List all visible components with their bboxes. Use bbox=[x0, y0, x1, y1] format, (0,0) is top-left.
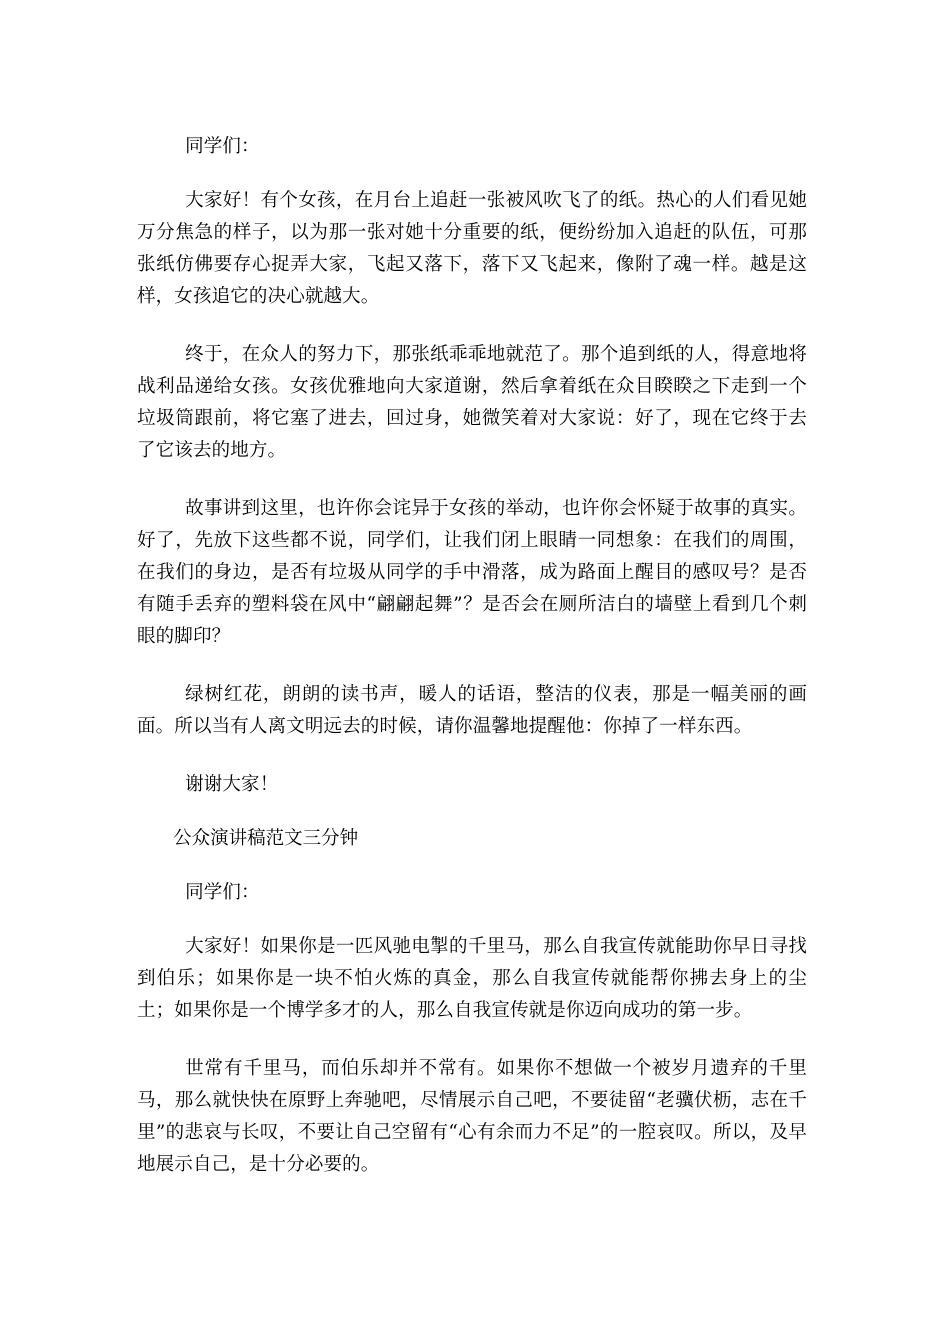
paragraph-2: 终于，在众人的努力下，那张纸乖乖地就范了。那个追到纸的人，得意地将战利品递给女孩。女孩优雅地向大家道谢，然后拿着纸在众目睽睽之下走到一个垃圾筒跟前，将它塞了进去，回过身，她微笑着对大家说：好了，现在它终于去了它该去的地方。 bbox=[137, 344, 807, 461]
paragraph-5: 大家好！如果你是一匹风驰电掣的千里马，那么自我宣传就能助你早日寻找到伯乐；如果你是一块不怕火炼的真金，那么自我宣传就能帮你拂去身上的尘土；如果你是一个博学多才的人，那么自我宣传就是你迈向成功的第一步。 bbox=[137, 936, 807, 1021]
salutation: 同学们： bbox=[185, 136, 260, 157]
closing: 谢谢大家！ bbox=[185, 774, 279, 795]
paragraph-3: 故事讲到这里，也许你会诧异于女孩的举动，也许你会怀疑于故事的真实。好了，先放下这些都不说，同学们，让我们闭上眼睛一同想象：在我们的周围，在我们的身边，是否有垃圾从同学的手中滑落，成为路面上醒目的感叹号？是否有随手丢弃的塑料袋在风中“翩翩起舞”？是否会在厕所洁白的墙壁上看到几个刺眼的脚印？ bbox=[137, 498, 807, 647]
salutation-2: 同学们： bbox=[185, 882, 260, 903]
section-title: 公众演讲稿范文三分钟 bbox=[173, 828, 359, 849]
paragraph-1: 大家好！有个女孩，在月台上追赶一张被风吹飞了的纸。热心的人们看见她万分焦急的样子，以为那一张对她十分重要的纸，便纷纷加入追赶的队伍，可那张纸仿佛要存心捉弄大家，飞起又落下，落下又飞起来，像附了魂一样。越是这样，女孩追它的决心就越大。 bbox=[137, 190, 807, 307]
paragraph-6: 世常有千里马，而伯乐却并不常有。如果你不想做一个被岁月遗弃的千里马，那么就快快在原野上奔驰吧，尽情展示自己吧，不要徒留“老骥伏枥，志在千里”的悲哀与长叹，不要让自己空留有“心有余而力不足”的一腔哀叹。所以，及早地展示自己，是十分必要的。 bbox=[137, 1058, 807, 1175]
document-body bbox=[137, 131, 807, 1207]
paragraph-4: 绿树红花，朗朗的读书声，暖人的话语，整洁的仪表，那是一幅美丽的画面。所以当有人离文明远去的时候，请你温馨地提醒他：你掉了一样东西。 bbox=[137, 684, 807, 737]
